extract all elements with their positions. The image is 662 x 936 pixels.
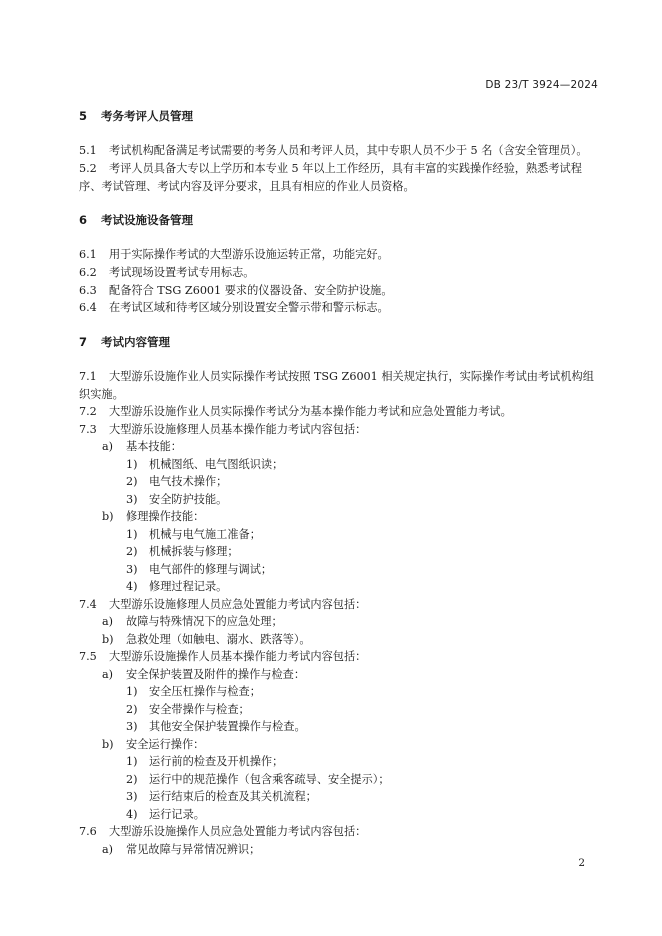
list-item <box>102 631 311 647</box>
list-item-number: a) <box>102 668 114 681</box>
list-item <box>102 841 260 857</box>
clause-text: 配备符合 TSG Z6001 要求的仪器设备、安全防护设施。 <box>109 284 393 297</box>
list-item-number: a) <box>102 615 114 628</box>
clause-text: 大型游乐设施操作人员基本操作能力考试内容包括： <box>109 650 367 663</box>
clause-number: 6.2 <box>79 266 97 279</box>
section-title: 考试内容管理 <box>101 335 171 349</box>
clause <box>79 823 366 839</box>
clause-text: 大型游乐设施修理人员应急处置能力考试内容包括： <box>109 598 367 611</box>
list-item <box>126 771 390 787</box>
list-item-number: 1) <box>126 528 138 541</box>
list-item-text: 运行结束后的检查及其关机流程； <box>149 790 317 803</box>
clause-text: 大型游乐设施作业人员实际操作考试分为基本操作能力考试和应急处置能力考试。 <box>109 405 512 418</box>
list-item-text: 安全运行操作： <box>126 738 205 751</box>
page-header: DB 23/T 3924—2024 <box>485 79 598 91</box>
list-item-number: b) <box>102 738 114 751</box>
list-item-number: 3) <box>126 563 138 576</box>
clause <box>79 264 254 280</box>
list-item-number: 2) <box>126 703 138 716</box>
clause-text: 考试现场设置考试专用标志。 <box>109 266 255 279</box>
clause <box>79 421 366 437</box>
list-item <box>126 788 317 804</box>
list-item-text: 基本技能： <box>126 440 182 453</box>
list-item-text: 电气部件的修理与调试； <box>149 563 273 576</box>
section-heading <box>79 108 193 124</box>
list-item-text: 运行前的检查及开机操作； <box>149 755 284 768</box>
list-item-text: 故障与特殊情况下的应急处理； <box>126 615 283 628</box>
section-title: 考试设施设备管理 <box>101 213 194 227</box>
clause-text: 考试机构配备满足考试需要的考务人员和考评人员，其中专职人员不少于 5 名（含安全管理员）。 <box>109 144 588 157</box>
section-number: 5 <box>79 109 88 123</box>
section-number: 6 <box>79 213 88 227</box>
clause-text: 在考试区域和待考区域分别设置安全警示带和警示标志。 <box>109 301 389 314</box>
list-item-number: 2) <box>126 475 138 488</box>
clause-number: 7.3 <box>79 423 97 436</box>
page-number: 2 <box>578 857 585 869</box>
list-item-text: 机械与电气施工准备； <box>149 528 261 541</box>
clause-number: 7.1 <box>79 370 97 383</box>
clause-number: 7.6 <box>79 825 97 838</box>
clause <box>79 648 366 664</box>
section-heading <box>79 334 170 350</box>
clause-number: 7.4 <box>79 598 97 611</box>
list-item <box>126 526 261 542</box>
list-item-text: 常见故障与异常情况辨识； <box>126 843 261 856</box>
list-item-text: 机械拆装与修理； <box>149 545 239 558</box>
list-item-number: 3) <box>126 493 138 506</box>
clause-number: 5.2 <box>79 162 97 175</box>
clause <box>79 403 512 419</box>
clause-text: 大型游乐设施作业人员实际操作考试按照 TSG Z6001 相关规定执行，实际操作考试由考试机构组 <box>109 370 594 383</box>
list-item <box>126 701 250 717</box>
clause-number: 7.5 <box>79 650 97 663</box>
list-item-number: 1) <box>126 685 138 698</box>
list-item-number: 1) <box>126 458 138 471</box>
clause <box>79 160 582 176</box>
list-item-number: a) <box>102 843 114 856</box>
list-item-number: 3) <box>126 790 138 803</box>
list-item-text: 安全压杠操作与检查； <box>149 685 261 698</box>
clause-continuation: 序、考试管理、考试内容及评分要求，且具有相应的作业人员资格。 <box>79 180 415 193</box>
list-item-text: 修理过程记录。 <box>149 580 228 593</box>
list-item <box>102 666 305 682</box>
clause-number: 5.1 <box>79 144 97 157</box>
clause <box>79 282 393 298</box>
list-item-text: 运行中的规范操作（包含乘客疏导、安全提示）； <box>149 773 390 786</box>
list-item-number: b) <box>102 633 114 646</box>
list-item <box>102 438 182 454</box>
clause-text: 大型游乐设施修理人员基本操作能力考试内容包括： <box>109 423 367 436</box>
list-item <box>126 456 283 472</box>
list-item <box>126 561 272 577</box>
list-item <box>102 508 204 524</box>
list-item-number: 2) <box>126 773 138 786</box>
list-item <box>126 491 227 507</box>
clause-number: 6.4 <box>79 301 97 314</box>
list-item-number: b) <box>102 510 114 523</box>
clause <box>79 299 389 315</box>
clause-text: 大型游乐设施操作人员应急处置能力考试内容包括： <box>109 825 367 838</box>
list-item-number: a) <box>102 440 114 453</box>
clause-number: 6.1 <box>79 248 97 261</box>
section-number: 7 <box>79 335 88 349</box>
list-item <box>126 753 283 769</box>
list-item-text: 安全保护装置及附件的操作与检查： <box>126 668 306 681</box>
list-item-number: 4) <box>126 808 138 821</box>
clause-number: 6.3 <box>79 284 97 297</box>
clause-continuation: 织实施。 <box>79 388 124 401</box>
clause-text: 考评人员具备大专以上学历和本专业 5 年以上工作经历，具有丰富的实践操作经验，熟悉考试程 <box>109 162 582 175</box>
list-item <box>126 718 306 734</box>
list-item <box>102 736 204 752</box>
list-item-number: 2) <box>126 545 138 558</box>
list-item-number: 1) <box>126 755 138 768</box>
list-item <box>126 543 239 559</box>
list-item <box>126 683 261 699</box>
list-item-number: 3) <box>126 720 138 733</box>
list-item-text: 机械图纸、电气图纸识读； <box>149 458 284 471</box>
list-item <box>126 578 227 594</box>
list-item <box>126 473 227 489</box>
clause-text: 用于实际操作考试的大型游乐设施运转正常，功能完好。 <box>109 248 389 261</box>
list-item-text: 安全带操作与检查； <box>149 703 250 716</box>
list-item-text: 其他安全保护装置操作与检查。 <box>149 720 306 733</box>
section-title: 考务考评人员管理 <box>101 109 194 123</box>
list-item <box>102 613 283 629</box>
clause <box>79 596 366 612</box>
list-item-text: 修理操作技能： <box>126 510 205 523</box>
list-item-text: 运行记录。 <box>149 808 205 821</box>
clause <box>79 142 588 158</box>
list-item <box>126 806 205 822</box>
section-heading <box>79 212 193 228</box>
list-item-number: 4) <box>126 580 138 593</box>
clause <box>79 246 389 262</box>
list-item-text: 安全防护技能。 <box>149 493 228 506</box>
list-item-text: 急救处理（如触电、溺水、跌落等）。 <box>126 633 311 646</box>
clause <box>79 368 594 384</box>
list-item-text: 电气技术操作； <box>149 475 228 488</box>
clause-number: 7.2 <box>79 405 97 418</box>
